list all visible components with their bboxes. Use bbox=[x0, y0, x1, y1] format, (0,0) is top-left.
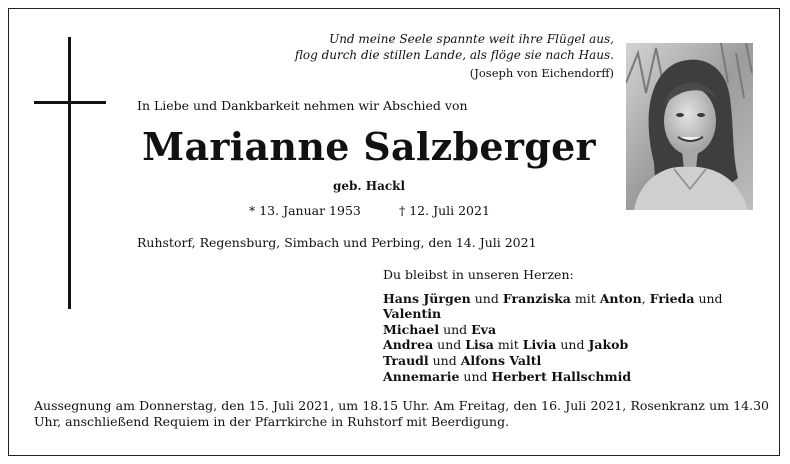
family-block bbox=[383, 267, 773, 384]
birth-name: geb. Hackl bbox=[332, 179, 406, 193]
family-line bbox=[383, 369, 773, 385]
funeral-notice: Aussegnung am Donnerstag, den 15. Juli 2021, um 18.15 Uhr. Am Freitag, den 16. Juli 2021, Rosenkranz um 14.30 Uhr, anschließend Requiem in der Pfarrkirche in Ruhstorf mit Beerdigung. bbox=[34, 398, 769, 429]
birth-date: * 13. Januar 1953 bbox=[249, 203, 361, 218]
poem-quote bbox=[209, 31, 614, 63]
family-joiner: und bbox=[556, 337, 589, 353]
intro-text: In Liebe und Dankbarkeit nehmen wir Abschied von bbox=[137, 98, 468, 113]
family-joiner: und bbox=[470, 290, 503, 306]
family-name: Hans Jürgen bbox=[383, 290, 471, 306]
obituary-card bbox=[8, 8, 780, 456]
family-name: Valentin bbox=[383, 306, 442, 322]
family-name: Jakob bbox=[588, 337, 629, 353]
family-joiner: mit bbox=[493, 337, 523, 353]
family-joiner: , bbox=[641, 290, 650, 306]
cross-horizontal-bar bbox=[34, 101, 106, 104]
place-date: Ruhstorf, Regensburg, Simbach und Perbing, den 14. Juli 2021 bbox=[137, 235, 537, 250]
family-name: Michael bbox=[383, 321, 440, 337]
family-line bbox=[383, 291, 773, 322]
poem-line-2: flog durch die stillen Lande, als flöge sie nach Haus. bbox=[294, 48, 614, 62]
portrait-photo bbox=[626, 43, 753, 210]
family-name: Franziska bbox=[502, 290, 571, 306]
family-name: Traudl bbox=[383, 352, 429, 368]
family-name: Anton bbox=[599, 290, 642, 306]
deceased-name: Marianne Salzberger bbox=[142, 124, 596, 169]
family-joiner: und bbox=[694, 290, 723, 306]
poem-line-1: Und meine Seele spannte weit ihre Flügel aus, bbox=[329, 32, 614, 46]
family-joiner: mit bbox=[570, 290, 600, 306]
family-name: Annemarie bbox=[383, 368, 460, 384]
family-line bbox=[383, 337, 773, 353]
family-joiner: und bbox=[459, 368, 492, 384]
family-line bbox=[383, 353, 773, 369]
family-name: Livia bbox=[522, 337, 557, 353]
cross-vertical-bar bbox=[68, 37, 71, 309]
death-date: † 12. Juli 2021 bbox=[399, 203, 490, 218]
family-line bbox=[383, 322, 773, 338]
family-name: Lisa bbox=[465, 337, 494, 353]
poem-author: (Joseph von Eichendorff) bbox=[469, 66, 614, 80]
family-heading: Du bleibst in unseren Herzen: bbox=[383, 267, 574, 282]
family-name: Herbert Hallschmid bbox=[491, 368, 632, 384]
family-name: Andrea bbox=[383, 337, 434, 353]
family-name: Eva bbox=[471, 321, 497, 337]
family-name: Frieda bbox=[649, 290, 695, 306]
family-joiner: und bbox=[439, 321, 472, 337]
family-name: Alfons Valtl bbox=[460, 352, 542, 368]
family-joiner: und bbox=[433, 337, 466, 353]
family-joiner: und bbox=[428, 352, 461, 368]
